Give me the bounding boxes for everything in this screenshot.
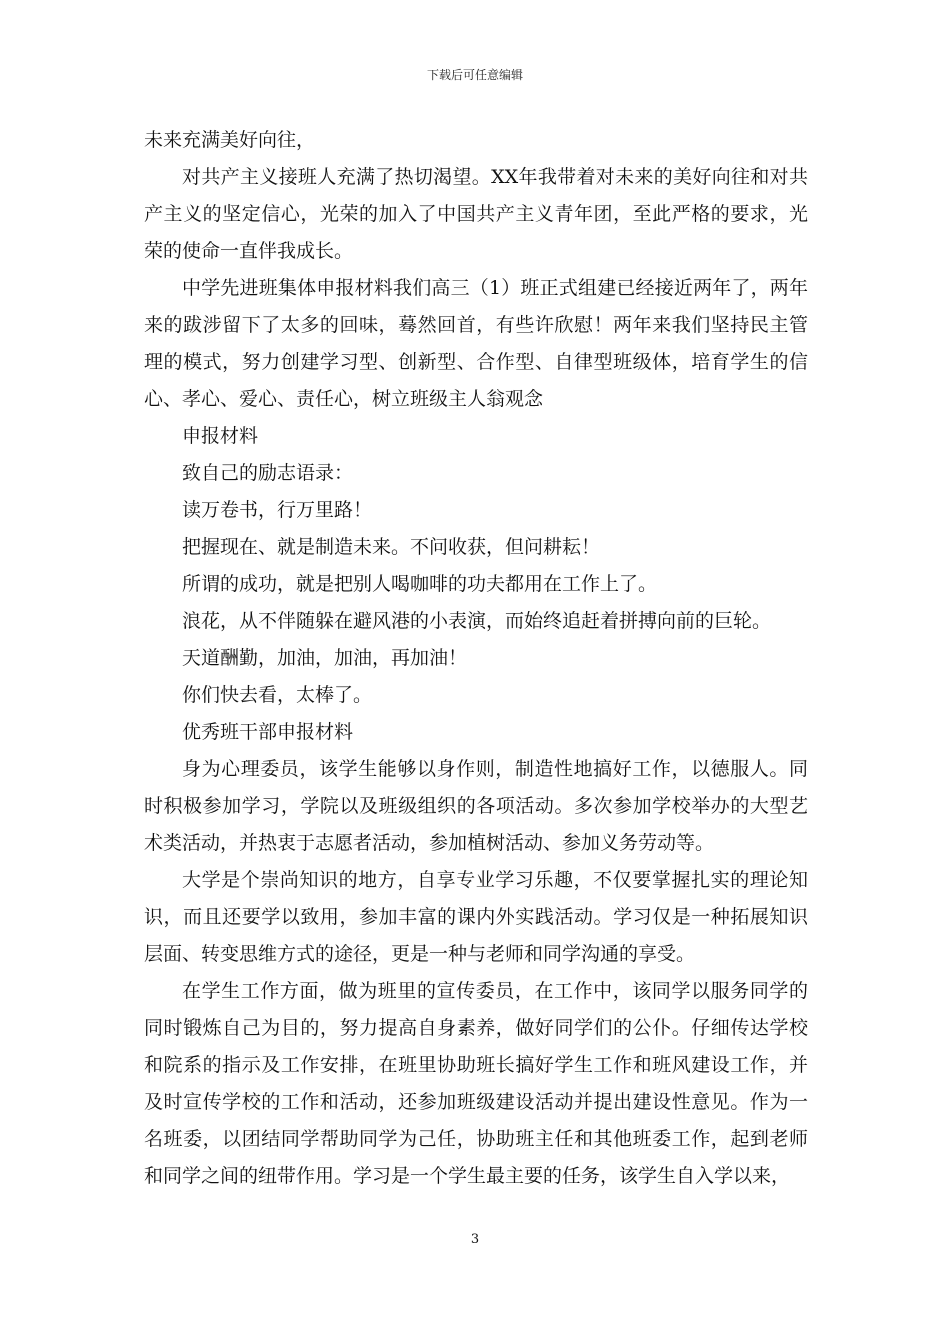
page-header: 下载后可任意编辑	[426, 68, 523, 82]
page-number: 3	[470, 1232, 480, 1247]
paragraph: 未来充满美好向往，	[144, 129, 316, 151]
section-heading: 申报材料	[182, 425, 259, 447]
quote-line: 把握现在、就是制造未来。不问收获，但问耕耘！	[182, 536, 601, 558]
quote-line: 天道酬勤，加油，加油，再加油！	[182, 647, 468, 669]
paragraph: 致自己的励志语录：	[182, 462, 354, 484]
paragraph: 在学生工作方面，做为班里的宣传委员，在工作中，该同学以服务同学的同时锻炼自己为目的，努力提高自身素养，做好同学们的公仆。仔细传达学校和院系的指示及工作安排，在班里协助班长搞好学生工作和班风建设工作，并及时宣传学校的工作和活动，还参加班级建设活动并提出建设性意见。作为一名班委，以团结同学帮助同学为己任，协助班主任和其他班委工作，起到老师和同学之间的纽带作用。学习是一个学生最主要的任务，该学生自入学以来，	[144, 980, 808, 1187]
section-heading: 优秀班干部申报材料	[182, 721, 354, 743]
paragraph: 大学是个崇尚知识的地方，自享专业学习乐趣，不仅要掌握扎实的理论知识，而且还要学以致用，参加丰富的课内外实践活动。学习仅是一种拓展知识层面、转变思维方式的途径，更是一种与老师和同学沟通的享受。	[144, 869, 808, 965]
document-body	[144, 122, 808, 1195]
paragraph: 身为心理委员，该学生能够以身作则，制造性地搞好工作，以德服人。同时积极参加学习，学院以及班级组织的各项活动。多次参加学校举办的大型艺术类活动，并热衷于志愿者活动，参加植树活动、参加义务劳动等。	[144, 758, 808, 854]
paragraph: 对共产主义接班人充满了热切渴望。XX年我带着对未来的美好向往和对共产主义的坚定信心，光荣的加入了中国共产主义青年团，至此严格的要求，光荣的使命一直伴我成长。	[144, 166, 808, 262]
quote-line: 读万卷书，行万里路！	[182, 499, 373, 521]
paragraph: 中学先进班集体申报材料我们高三（1）班正式组建已经接近两年了，两年来的跋涉留下了太多的回味，蓦然回首，有些许欣慰！两年来我们坚持民主管理的模式，努力创建学习型、创新型、合作型、自律型班级体，培育学生的信心、孝心、爱心、责任心，树立班级主人翁观念	[144, 277, 808, 410]
quote-line: 所谓的成功，就是把别人喝咖啡的功夫都用在工作上了。	[182, 573, 658, 595]
quote-line: 你们快去看，太棒了。	[182, 684, 373, 706]
quote-line: 浪花，从不伴随躲在避风港的小表演，而始终追赶着拼搏向前的巨轮。	[182, 610, 772, 632]
